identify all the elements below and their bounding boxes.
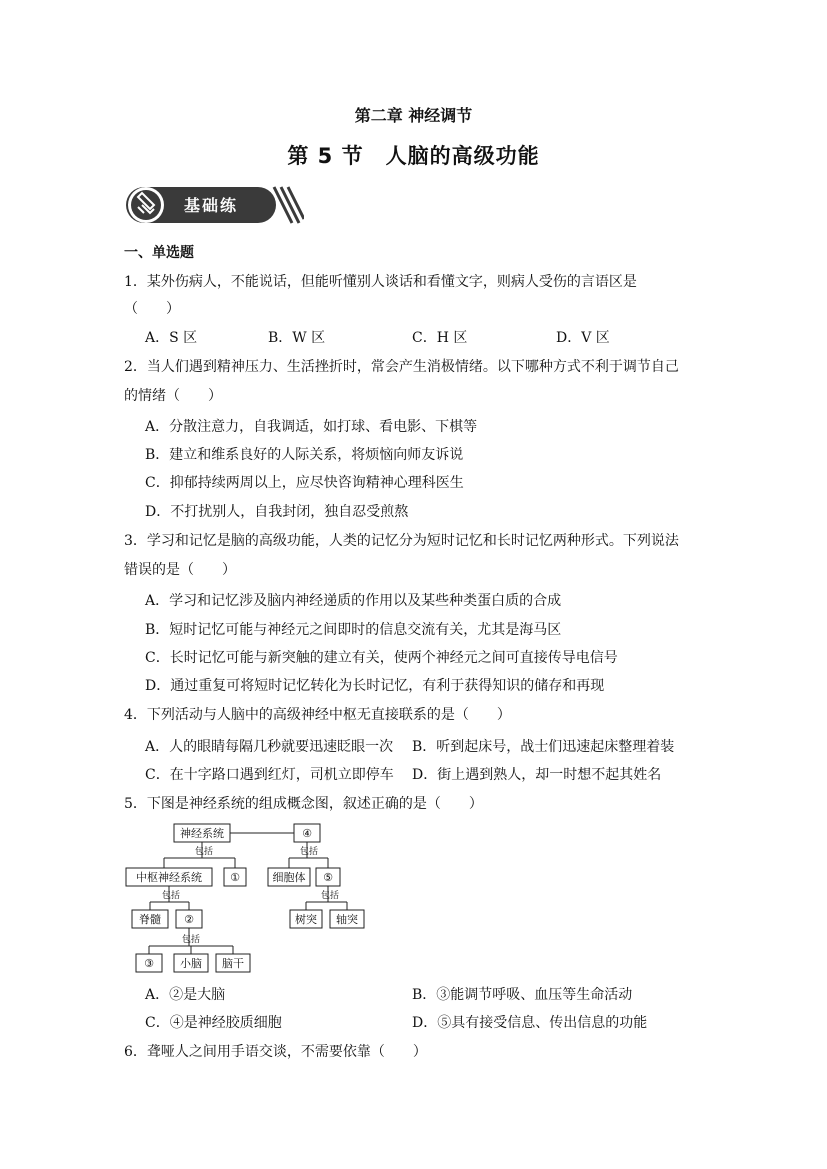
nervous-system-concept-diagram [124,822,374,978]
question-2-stem-cont: 的情绪（ ） [124,388,222,404]
node-axon: 轴突 [336,913,358,926]
node-2: ② [184,913,194,926]
q3-option-b[interactable]: B．短时记忆可能与神经元之间即时的信息交流有关，尤其是海马区 [145,622,562,638]
q4-option-b[interactable]: B．听到起床号，战士们迅速起床整理着装 [412,739,675,755]
q2-option-b[interactable]: B．建立和维系良好的人际关系，将烦恼向师友诉说 [145,447,464,463]
question-2-stem: 2．当人们遇到精神压力、生活挫折时，常会产生消极情绪。以下哪种方式不利于调节自己 [124,359,679,375]
q2-option-a[interactable]: A．分散注意力，自我调适，如打球、看电影、下棋等 [145,419,478,435]
chapter-title: 第二章 神经调节 [354,106,473,125]
q1-option-d[interactable]: D．V 区 [556,330,610,346]
question-3-stem: 3．学习和记忆是脑的高级功能，人类的记忆分为短时记忆和长时记忆两种形式。下列说法 [124,533,679,549]
question-5-stem: 5．下图是神经系统的组成概念图，叙述正确的是（ ） [124,796,483,812]
node-3: ③ [144,957,154,970]
q1-option-c[interactable]: C．H 区 [412,330,468,346]
node-5: ⑤ [323,871,333,884]
q4-option-c[interactable]: C．在十字路口遇到红灯，司机立即停车 [145,767,394,783]
q3-option-c[interactable]: C．长时记忆可能与新突触的建立有关，使两个神经元之间可直接传导电信号 [145,650,618,666]
node-nervous-system: 神经系统 [180,827,224,840]
q5-option-b[interactable]: B．③能调节呼吸、血压等生命活动 [412,987,633,1003]
node-spinal-cord: 脊髓 [139,913,161,926]
q2-option-c[interactable]: C．抑郁持续两周以上，应尽快咨询精神心理科医生 [145,475,464,491]
section-heading: 一、单选题 [124,245,194,261]
question-1-stem-cont: （ ） [124,301,180,317]
section-title: 第 5 节 人脑的高级功能 [287,144,540,168]
include-label-4: 包括 [320,891,340,901]
practice-banner [124,183,304,227]
q2-option-d[interactable]: D．不打扰别人，自我封闭，独自忍受煎熬 [145,504,409,520]
q5-option-a[interactable]: A．②是大脑 [145,987,226,1003]
q5-option-c[interactable]: C．④是神经胶质细胞 [145,1015,282,1031]
q4-option-d[interactable]: D．街上遇到熟人，却一时想不起其姓名 [412,767,662,783]
node-4: ④ [302,827,312,840]
question-1-stem: 1．某外伤病人，不能说话，但能听懂别人谈话和看懂文字，则病人受伤的言语区是 [124,274,637,290]
q4-option-a[interactable]: A．人的眼睛每隔几秒就要迅速眨眼一次 [145,739,394,755]
node-cell-body: 细胞体 [272,871,306,884]
q3-option-d[interactable]: D．通过重复可将短时记忆转化为长时记忆，有利于获得知识的储存和再现 [145,678,605,694]
include-label-3: 包括 [161,891,181,901]
node-1: ① [230,871,240,884]
question-6-stem: 6．聋哑人之间用手语交谈，不需要依靠（ ） [124,1044,427,1060]
question-4-stem: 4．下列活动与人脑中的高级神经中枢无直接联系的是（ ） [124,707,511,723]
q1-option-b[interactable]: B．W 区 [268,330,326,346]
question-3-stem-cont: 错误的是（ ） [124,562,236,578]
banner-label: 基础练 [184,196,239,215]
include-label-2: 包括 [299,847,319,857]
node-brainstem: 脑干 [222,957,244,970]
node-cns: 中枢神经系统 [136,871,202,884]
q5-option-d[interactable]: D．⑤具有接受信息、传出信息的功能 [412,1015,648,1031]
node-cerebellum: 小脑 [180,957,202,970]
include-label-5: 包括 [181,935,201,945]
q3-option-a[interactable]: A．学习和记忆涉及脑内神经递质的作用以及某些种类蛋白质的合成 [145,593,562,609]
node-dendrite: 树突 [295,913,317,926]
q1-option-a[interactable]: A．S 区 [145,330,198,346]
include-label-1: 包括 [194,847,214,857]
